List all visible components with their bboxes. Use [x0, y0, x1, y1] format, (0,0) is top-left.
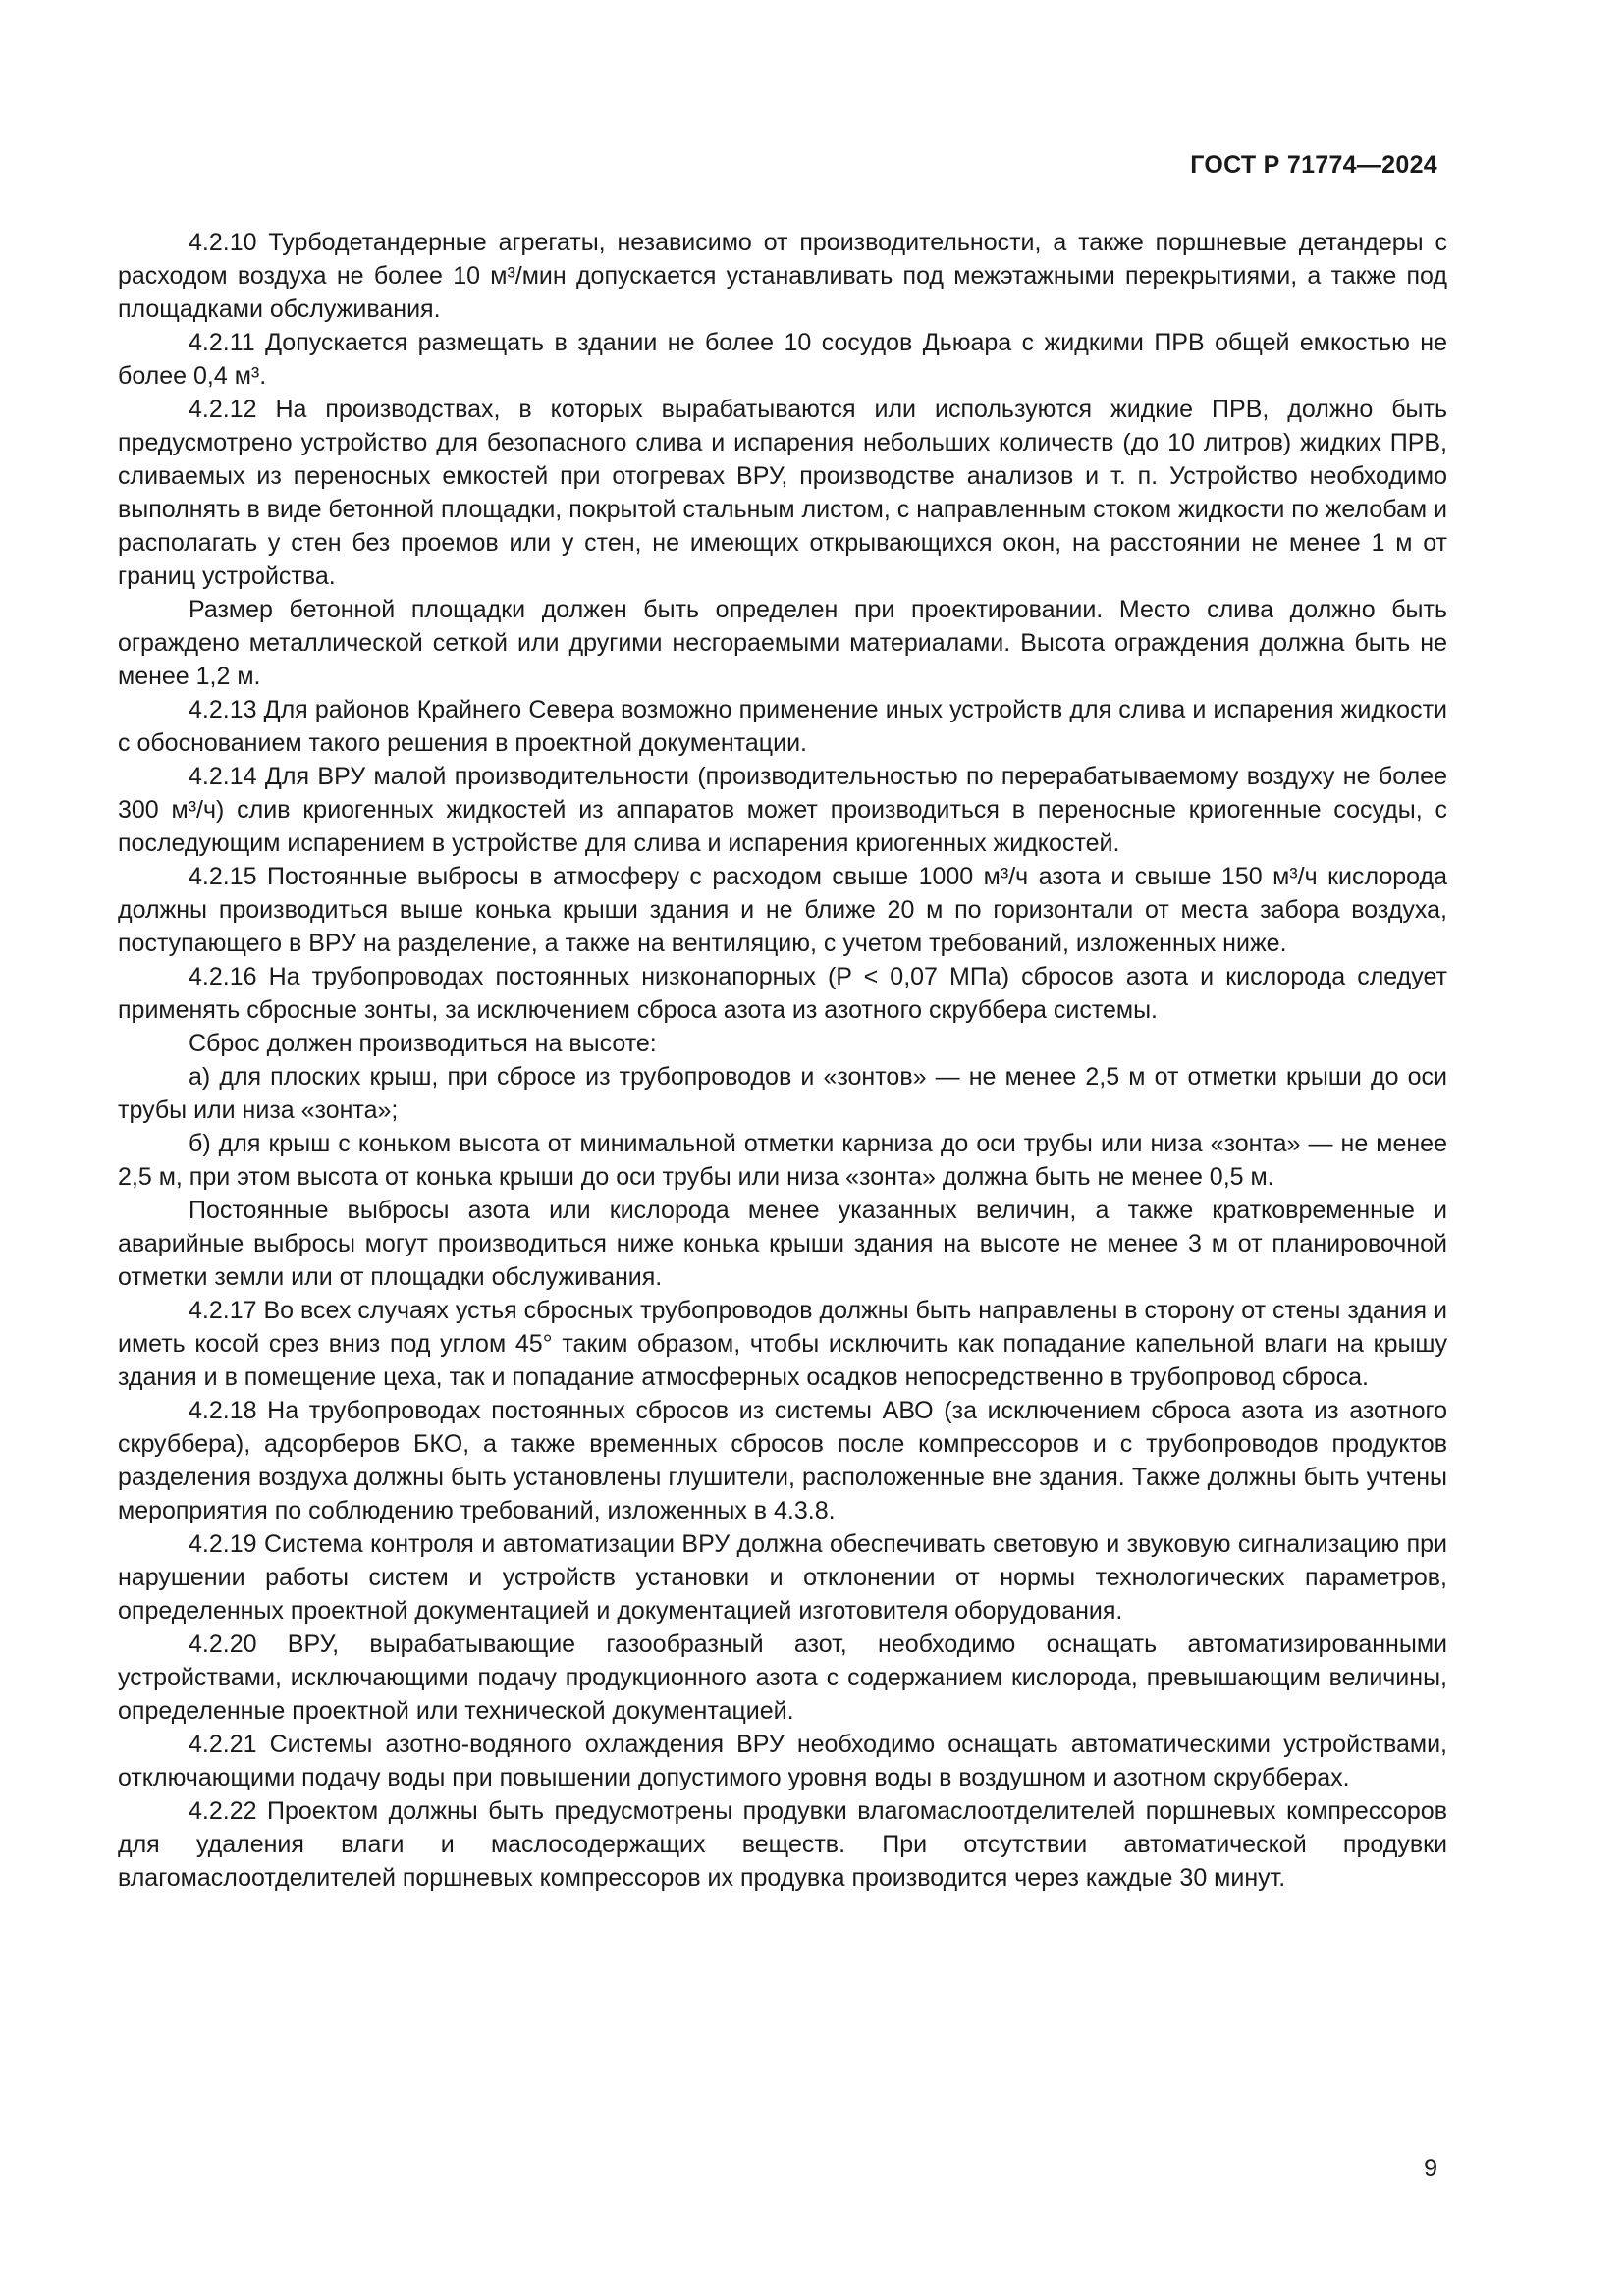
paragraph-4-2-19: 4.2.19 Система контроля и автоматизации ВРУ должна обеспечивать световую и звуковую сигнализацию при нарушении работы систем и устройств установки и отклонении от нормы технологических параметров, определенных проектной документацией и документацией изготовителя оборудования.: [118, 1530, 1447, 1625]
document-code-header: ГОСТ Р 71774—2024: [1190, 151, 1437, 179]
paragraph-4-2-18: 4.2.18 На трубопроводах постоянных сбросов из системы АВО (за исключением сброса азота из азотного скруббера), адсорберов БКО, а также временных сбросов после компрессоров и с трубопроводов продуктов разделения воздуха должны быть установлены глушители, расположенные вне здания. Также должны быть учтены мероприятия по соблюдению требований, изложенных в 4.3.8.: [118, 1397, 1447, 1524]
list-item-b: б) для крыш с коньком высота от минимальной отметки карниза до оси трубы или низа «зонта» — не менее 2,5 м, при этом высота от конька крыши до оси трубы или низа «зонта» должна быть не менее 0,5 м.: [118, 1130, 1447, 1191]
paragraph-permanent-emissions: Постоянные выбросы азота или кислорода менее указанных величин, а также кратковременные и аварийные выбросы могут производиться ниже конька крыши здания на высоте не менее 3 м от планировочной отметки земли или от площадки обслуживания.: [118, 1197, 1447, 1291]
paragraph-4-2-14: 4.2.14 Для ВРУ малой производительности (производительностью по перерабатываемому воздуху не более 300 м³/ч) слив криогенных жидкостей из аппаратов может производиться в переносные криогенные сосуды, с последующим испарением в устройстве для слива и испарения криогенных жидкостей.: [118, 763, 1447, 857]
paragraph-4-2-16: 4.2.16 На трубопроводах постоянных низконапорных (P < 0,07 МПа) сбросов азота и кислорода следует применять сбросные зонты, за исключением сброса азота из азотного скруббера системы.: [118, 963, 1447, 1024]
paragraph-4-2-12: 4.2.12 На производствах, в которых вырабатываются или используются жидкие ПРВ, должно быть предусмотрено устройство для безопасного слива и испарения небольших количеств (до 10 литров) жидких ПРВ, сливаемых из переносных емкостей при отогревах ВРУ, производстве анализов и т. п. Устройство необходимо выполнять в виде бетонной площадки, покрытой стальным листом, с направленным стоком жидкости по желобам и располагать у стен без проемов или у стен, не имеющих открывающихся окон, на расстоянии не менее 1 м от границ устройства.: [118, 396, 1447, 590]
list-item-a: а) для плоских крыш, при сбросе из трубопроводов и «зонтов» — не менее 2,5 м от отметки крыши до оси трубы или низа «зонта»;: [118, 1063, 1447, 1124]
paragraph-4-2-11: 4.2.11 Допускается размещать в здании не более 10 сосудов Дьюара с жидкими ПРВ общей емкостью не более 0,4 м³.: [118, 329, 1447, 390]
page-number: 9: [1424, 2155, 1437, 2182]
paragraph-discharge-height: Сброс должен производиться на высоте:: [189, 1030, 657, 1057]
paragraph-platform-size: Размер бетонной площадки должен быть определен при проектировании. Место слива должно быть ограждено металлической сеткой или другими несгораемыми материалами. Высота ограждения должна быть не менее 1,2 м.: [118, 596, 1447, 690]
paragraph-4-2-21: 4.2.21 Системы азотно-водяного охлаждения ВРУ необходимо оснащать автоматическими устройствами, отключающими подачу воды при повышении допустимого уровня воды в воздушном и азотном скрубберах.: [118, 1731, 1447, 1791]
paragraph-4-2-22: 4.2.22 Проектом должны быть предусмотрены продувки влагомаслоотделителей поршневых компрессоров для удаления влаги и маслосодержащих веществ. При отсутствии автоматической продувки влагомаслоотделителей поршневых компрессоров их продувка производится через каждые 30 минут.: [118, 1797, 1447, 1892]
paragraph-4-2-10: 4.2.10 Турбодетандерные агрегаты, независимо от производительности, а также поршневые детандеры с расходом воздуха не более 10 м³/мин допускается устанавливать под межэтажными перекрытиями, а также под площадками обслуживания.: [118, 229, 1447, 323]
paragraph-4-2-15: 4.2.15 Постоянные выбросы в атмосферу с расходом свыше 1000 м³/ч азота и свыше 150 м³/ч кислорода должны производиться выше конька крыши здания и не ближе 20 м по горизонтали от места забора воздуха, поступающего в ВРУ на разделение, а также на вентиляцию, с учетом требований, изложенных ниже.: [118, 863, 1447, 957]
document-body: [118, 226, 1447, 1895]
paragraph-4-2-20: 4.2.20 ВРУ, вырабатывающие газообразный азот, необходимо оснащать автоматизированными устройствами, исключающими подачу продукционного азота с содержанием кислорода, превышающим величины, определенные проектной или технической документацией.: [118, 1630, 1447, 1725]
paragraph-4-2-13: 4.2.13 Для районов Крайнего Севера возможно применение иных устройств для слива и испарения жидкости с обоснованием такого решения в проектной документации.: [118, 696, 1447, 757]
paragraph-4-2-17: 4.2.17 Во всех случаях устья сбросных трубопроводов должны быть направлены в сторону от стены здания и иметь косой срез вниз под углом 45° таким образом, чтобы исключить как попадание капельной влаги на крышу здания и в помещение цеха, так и попадание атмосферных осадков непосредственно в трубопровод сброса.: [118, 1297, 1447, 1391]
